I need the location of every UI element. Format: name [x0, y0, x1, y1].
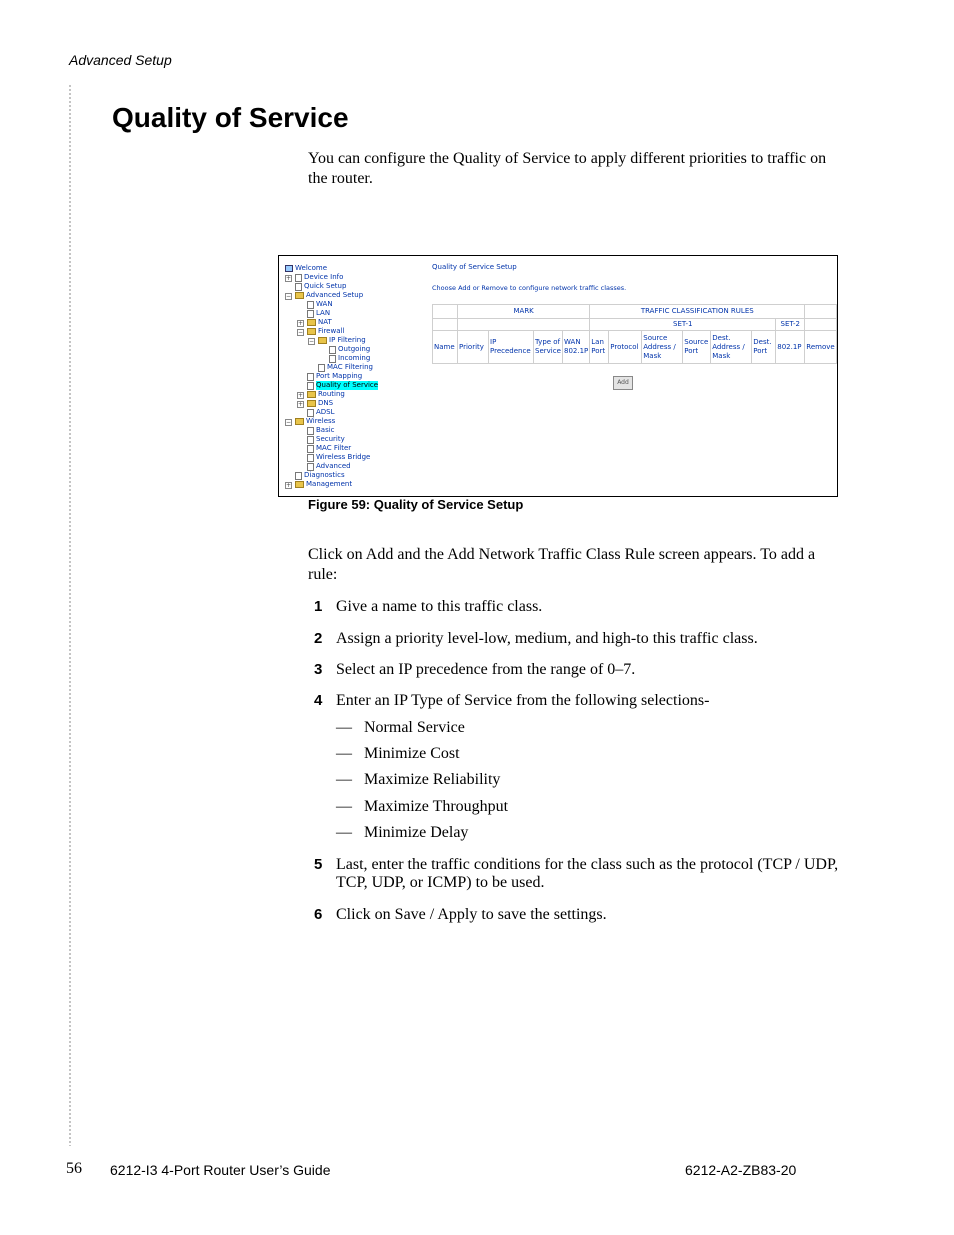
col-dest-port: Dest. Port: [752, 331, 776, 364]
document-icon: [307, 409, 314, 417]
document-icon: [307, 463, 314, 471]
set2-header: SET-2: [776, 319, 805, 331]
tree-item-firewall[interactable]: Firewall: [307, 327, 344, 336]
document-icon: [295, 283, 302, 291]
document-icon: [307, 382, 314, 390]
col-priority: Priority: [458, 331, 489, 364]
expand-plus-icon[interactable]: +: [286, 482, 292, 489]
set1-header: SET-1: [590, 319, 776, 331]
folder-icon: [295, 481, 304, 488]
document-icon: [307, 373, 314, 381]
tree-item-dns[interactable]: DNS: [307, 399, 333, 408]
footer-guide-title: 6212-I3 4-Port Router User’s Guide: [110, 1162, 331, 1178]
page-title: Quality of Service: [112, 102, 349, 133]
col-lan-port: Lan Port: [590, 331, 609, 364]
col-type-of-service: Type of Service: [534, 331, 563, 364]
tos-option: — Maximize Throughput: [336, 798, 509, 815]
col-wan-8021p: WAN 802.1P: [563, 331, 590, 364]
folder-open-icon: [318, 337, 327, 344]
folder-open-icon: [295, 418, 304, 425]
collapse-minus-icon[interactable]: −: [298, 329, 304, 336]
tree-item-management[interactable]: Management: [295, 480, 352, 489]
tree-item-nat[interactable]: NAT: [307, 318, 332, 327]
col-ip-precedence: IP Precedence: [489, 331, 534, 364]
tree-item-mac-filter[interactable]: MAC Filter: [307, 444, 351, 453]
expand-plus-icon[interactable]: +: [298, 320, 304, 327]
collapse-plus-icon[interactable]: +: [286, 275, 292, 282]
tree-item-ip-filtering[interactable]: IP Filtering: [318, 336, 366, 345]
qos-panel-subtitle: Choose Add or Remove to configure network traffic classes.: [432, 284, 627, 292]
folder-icon: [307, 400, 316, 407]
tree-item-wireless-bridge[interactable]: Wireless Bridge: [307, 453, 370, 462]
document-icon: [307, 427, 314, 435]
page-number: 56: [66, 1160, 82, 1177]
tree-item-adsl[interactable]: ADSL: [307, 408, 335, 417]
expand-plus-icon[interactable]: +: [298, 401, 304, 408]
document-icon: [307, 301, 314, 309]
mark-header: MARK: [458, 305, 590, 319]
document-icon: [307, 436, 314, 444]
tree-item-port-mapping[interactable]: Port Mapping: [307, 372, 362, 381]
margin-dotted-rule: [68, 84, 72, 1146]
document-icon: [329, 355, 336, 363]
col-protocol: Protocol: [609, 331, 642, 364]
document-icon: [329, 346, 336, 354]
figure-caption: Figure 59: Quality of Service Setup: [308, 497, 524, 512]
tos-option: — Normal Service: [336, 719, 465, 736]
tree-item-diagnostics[interactable]: Diagnostics: [295, 471, 345, 480]
tree-item-basic[interactable]: Basic: [307, 426, 335, 435]
document-icon: [295, 274, 302, 282]
tree-item-advanced[interactable]: Advanced: [307, 462, 351, 471]
tree-item-quick-setup[interactable]: Quick Setup: [295, 282, 346, 291]
col-name: Name: [433, 331, 458, 364]
tree-item-security[interactable]: Security: [307, 435, 345, 444]
tree-item-quality-of-service[interactable]: Quality of Service: [307, 381, 378, 390]
document-icon: [307, 454, 314, 462]
tree-item-wireless[interactable]: Wireless: [295, 417, 335, 426]
footer-doc-id: 6212-A2-ZB83-20: [685, 1162, 797, 1178]
tree-item-lan[interactable]: LAN: [307, 309, 330, 318]
tree-item-wan[interactable]: WAN: [307, 300, 333, 309]
col-source-port: Source Port: [683, 331, 711, 364]
tos-option: — Minimize Delay: [336, 824, 469, 841]
add-rule-paragraph: Click on Add and the Add Network Traffic Class Rule screen appears. To add a rule:: [308, 546, 816, 583]
col-remove: Remove: [805, 331, 836, 364]
document-icon: [295, 472, 302, 480]
tree-item-outgoing[interactable]: Outgoing: [329, 345, 370, 354]
running-header: Advanced Setup: [69, 52, 172, 68]
tree-item-welcome[interactable]: Welcome: [285, 264, 327, 273]
document-icon: [318, 364, 325, 372]
monitor-icon: [285, 265, 293, 272]
traffic-rules-table: [432, 304, 837, 364]
intro-paragraph: You can configure the Quality of Service to apply different priorities to traffic on the router.: [308, 150, 827, 187]
tos-option: — Maximize Reliability: [336, 771, 501, 788]
expand-plus-icon[interactable]: +: [298, 392, 304, 399]
add-button[interactable]: Add: [613, 376, 633, 390]
folder-icon: [307, 319, 316, 326]
qos-setup-screenshot: [278, 255, 838, 497]
collapse-minus-icon[interactable]: −: [286, 419, 292, 426]
col-8021p: 802.1P: [776, 331, 805, 364]
qos-panel-title: Quality of Service Setup: [432, 263, 517, 271]
document-icon: [307, 310, 314, 318]
tree-item-incoming[interactable]: Incoming: [329, 354, 370, 363]
folder-open-icon: [307, 328, 316, 335]
tos-option: — Minimize Cost: [336, 745, 460, 762]
folder-icon: [307, 391, 316, 398]
collapse-minus-icon[interactable]: −: [309, 338, 315, 345]
tree-item-mac-filtering[interactable]: MAC Filtering: [318, 363, 373, 372]
tree-item-advanced-setup[interactable]: Advanced Setup: [295, 291, 363, 300]
col-source-address: Source Address / Mask: [642, 331, 683, 364]
tree-item-routing[interactable]: Routing: [307, 390, 345, 399]
document-icon: [307, 445, 314, 453]
collapse-minus-icon[interactable]: −: [286, 293, 292, 300]
col-dest-address: Dest. Address / Mask: [711, 331, 752, 364]
folder-open-icon: [295, 292, 304, 299]
tree-item-device-info[interactable]: Device Info: [295, 273, 343, 282]
rules-header: TRAFFIC CLASSIFICATION RULES: [590, 305, 805, 319]
